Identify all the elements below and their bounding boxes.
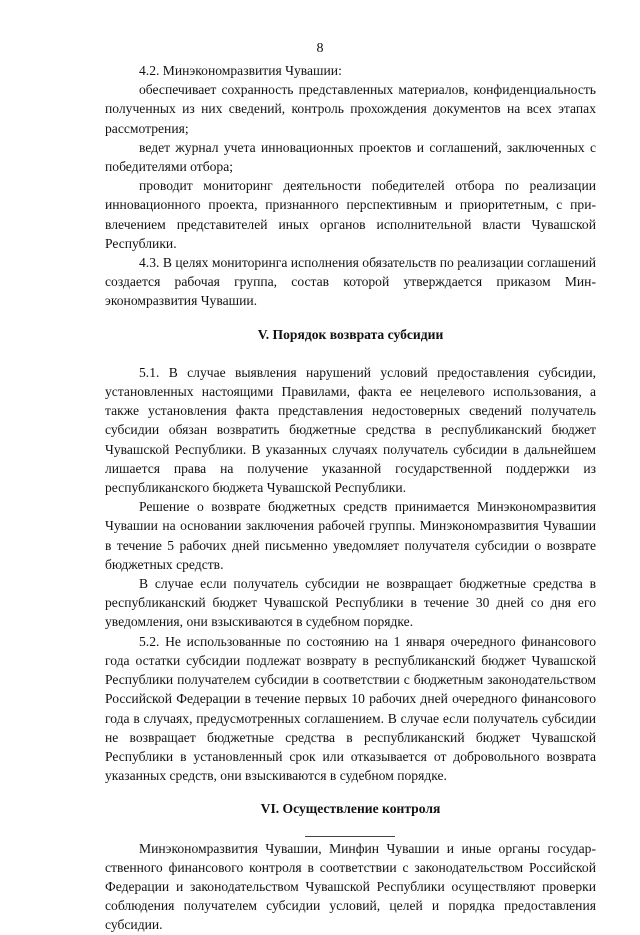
clause-4-2-item-1: обеспечивает сохранность представленных материалов, конфиденциальность полученных из них сведений, контроль прохождения документов на всех этапах рассмотрения; [105, 82, 596, 136]
clause-4-2-item-3: проводит мониторинг деятельности победителей отбора по реализации инновационного проекта, признанного перспективным и приоритетным, с привлечением представителей иных органов исполнительной власти Чувашской Республики. [105, 178, 596, 251]
clause-4-2-heading: 4.2. Минэкономразвития Чувашии: [139, 63, 342, 78]
document-body [105, 61, 596, 935]
clause-5-1-decision: Решение о возврате бюджетных средств принимается Минэкономразвития Чувашии на основании заключения рабочей группы. Минэкономразвития Чувашии в течение 5 рабочих дней письменно уведомляет получателя субсидии о возврате бюджетных средств. [105, 499, 596, 572]
clause-5-2: 5.2. Не использованные по состоянию на 1 января очередного финансового года остатки субсидии подлежат возврату в республиканский бюджет Чувашской Республики получателем субсидии в соответствии с бюджетным законодательством Российской Федерации в течение первых 10 рабочих дней очередного финансового года в случаях, предусмотренных соглашением. В случае если получатель субсидии не возвращает бюджетные средства в республиканский бюджет Чувашской Республики в установленный срок или отказывается от добровольного возврата указанных средств, они взыскиваются в судебном порядке. [105, 633, 596, 784]
clause-4-2-item-2: ведет журнал учета инновационных проектов и соглашений, заключенных с победителями отбора; [105, 139, 596, 175]
section-6-paragraph: Минэкономразвития Чувашии, Минфин Чувашии и иные органы государственного финансового контроля в соответствии с законодательством Российской Федерации и законодательством Чувашской Республики осуществляют проверки соблюдения получателем субсидии условий, целей и порядка предоставления субсидии. [105, 840, 596, 933]
clause-4-3: 4.3. В целях мониторинга исполнения обязательств по реализации соглашений создается рабочая группа, состав которой утверждается приказом Минэкономразвития Чувашии. [105, 255, 596, 309]
clause-5-1-court: В случае если получатель субсидии не возвращает бюджетные средства в республиканский бюджет Чувашской Республики в течение 30 дней со дня его уведомления, они взыскиваются в судебном порядке. [105, 576, 596, 630]
page-number: 8 [316, 41, 324, 56]
section-6-title: VI. Осуществление контроля [260, 801, 441, 817]
section-5-title: V. Порядок возврата субсидии [257, 326, 444, 342]
end-separator-line [305, 836, 395, 837]
clause-5-1: 5.1. В случае выявления нарушений условий предоставления субсидии, установленных настоящими Правилами, факта ее нецелевого использования, а также установления факта представления недостоверных сведений получатель субсидии обязан возвратить бюджетные средства в республиканский бюджет Чувашской Республики. В указанных случаях получатель субсидии в дальнейшем лишается права на получение указанной государственной поддержки из республиканского бюджета Чувашской Республики. [105, 364, 596, 496]
